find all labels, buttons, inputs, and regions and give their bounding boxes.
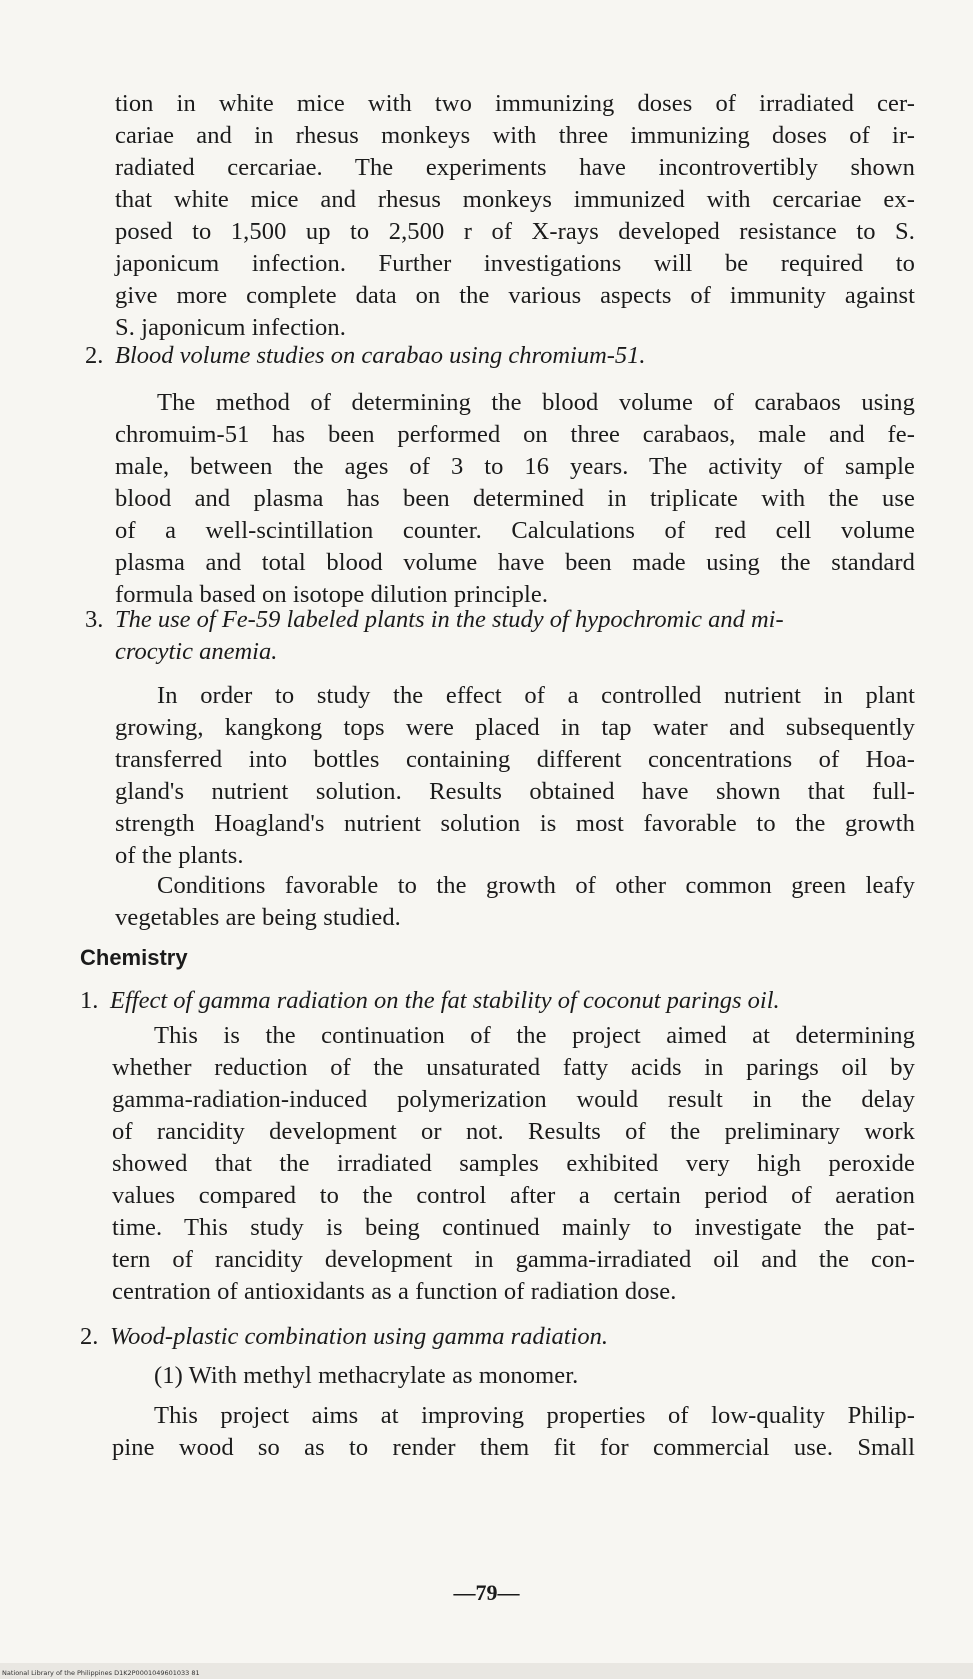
text-line: gamma-radiation-induced polymerization would result in the delay bbox=[112, 1086, 915, 1113]
item-title-continued: crocytic anemia. bbox=[115, 638, 278, 665]
item-number: 1. bbox=[80, 987, 99, 1014]
text-line: plasma and total blood volume have been made using the standard bbox=[115, 549, 915, 576]
text-line: centration of antioxidants as a function of radiation dose. bbox=[112, 1278, 677, 1305]
text-line: transferred into bottles containing different concentrations of Hoa- bbox=[115, 746, 915, 773]
text-line: of rancidity development or not. Results of the preliminary work bbox=[112, 1118, 915, 1145]
text-line: values compared to the control after a certain period of aeration bbox=[112, 1182, 915, 1209]
subitem-methyl-methacrylate bbox=[112, 1360, 912, 1392]
scan-footer-text: National Library of the Philippines D1K2P0001049601033 81 bbox=[2, 1669, 200, 1677]
text-line: japonicum infection. Further investigations will be required to bbox=[115, 250, 915, 277]
text-line: give more complete data on the various aspects of immunity against bbox=[115, 282, 915, 309]
text-line: chromuim-51 has been performed on three carabaos, male and fe- bbox=[115, 421, 915, 448]
text-line: radiated cercariae. The experiments have incontrovertibly shown bbox=[115, 154, 915, 181]
item-title: The use of Fe-59 labeled plants in the study of hypochromic and mi- bbox=[115, 606, 784, 633]
text-line: gland's nutrient solution. Results obtained have shown that full- bbox=[115, 778, 915, 805]
item-number: 3. bbox=[85, 606, 104, 633]
text-line: whether reduction of the unsaturated fatty acids in parings oil by bbox=[112, 1054, 915, 1081]
text-line: In order to study the effect of a controlled nutrient in plant bbox=[157, 682, 915, 709]
text-line: This project aims at improving properties of low-quality Philip- bbox=[154, 1402, 915, 1429]
section-heading-chemistry: Chemistry bbox=[80, 945, 188, 970]
item-heading-wood-plastic bbox=[80, 1321, 608, 1353]
paragraph-wood-plastic bbox=[112, 1400, 915, 1464]
paragraph-fe59 bbox=[115, 680, 915, 872]
paragraph-gamma-fat bbox=[112, 1020, 915, 1308]
item-heading-fe59 bbox=[85, 604, 915, 668]
item-title: Effect of gamma radiation on the fat stability of coconut parings oil. bbox=[110, 987, 780, 1014]
text-line: S. japonicum infection. bbox=[115, 314, 346, 341]
text-line: that white mice and rhesus monkeys immunized with cercariae ex- bbox=[115, 186, 915, 213]
item-heading-gamma-fat bbox=[80, 985, 780, 1017]
item-heading-blood-volume bbox=[85, 340, 646, 372]
text-line: strength Hoagland's nutrient solution is most favorable to the growth bbox=[115, 810, 915, 837]
text-line: This is the continuation of the project aimed at determining bbox=[154, 1022, 915, 1049]
paragraph-blood-volume bbox=[115, 387, 915, 611]
text-line: (1) With methyl methacrylate as monomer. bbox=[154, 1362, 579, 1389]
text-line: blood and plasma has been determined in triplicate with the use bbox=[115, 485, 915, 512]
paragraph-fe59-conditions bbox=[115, 870, 915, 934]
text-line: cariae and in rhesus monkeys with three immunizing doses of ir- bbox=[115, 122, 915, 149]
text-line: Conditions favorable to the growth of other common green leafy bbox=[157, 872, 915, 899]
item-number: 2. bbox=[80, 1323, 99, 1350]
text-line: tion in white mice with two immunizing doses of irradiated cer- bbox=[115, 90, 915, 117]
text-line: showed that the irradiated samples exhibited very high peroxide bbox=[112, 1150, 915, 1177]
text-line: of a well-scintillation counter. Calculations of red cell volume bbox=[115, 517, 915, 544]
text-line: time. This study is being continued mainly to investigate the pat- bbox=[112, 1214, 915, 1241]
text-line: vegetables are being studied. bbox=[115, 904, 401, 931]
text-line: of the plants. bbox=[115, 842, 244, 869]
item-number: 2. bbox=[85, 342, 104, 369]
item-title: Wood-plastic combination using gamma radiation. bbox=[110, 1323, 608, 1350]
text-line: The method of determining the blood volume of carabaos using bbox=[157, 389, 915, 416]
text-line: posed to 1,500 up to 2,500 r of X-rays developed resistance to S. bbox=[115, 218, 915, 245]
page-number: —79— bbox=[453, 1580, 520, 1605]
paragraph-continuation bbox=[115, 88, 915, 344]
text-line: tern of rancidity development in gamma-irradiated oil and the con- bbox=[112, 1246, 915, 1273]
text-line: pine wood so as to render them fit for commercial use. Small bbox=[112, 1434, 915, 1461]
text-line: formula based on isotope dilution principle. bbox=[115, 581, 549, 608]
item-title: Blood volume studies on carabao using chromium-51. bbox=[115, 342, 646, 369]
text-line: growing, kangkong tops were placed in tap water and subsequently bbox=[115, 714, 915, 741]
text-line: male, between the ages of 3 to 16 years. The activity of sample bbox=[115, 453, 915, 480]
